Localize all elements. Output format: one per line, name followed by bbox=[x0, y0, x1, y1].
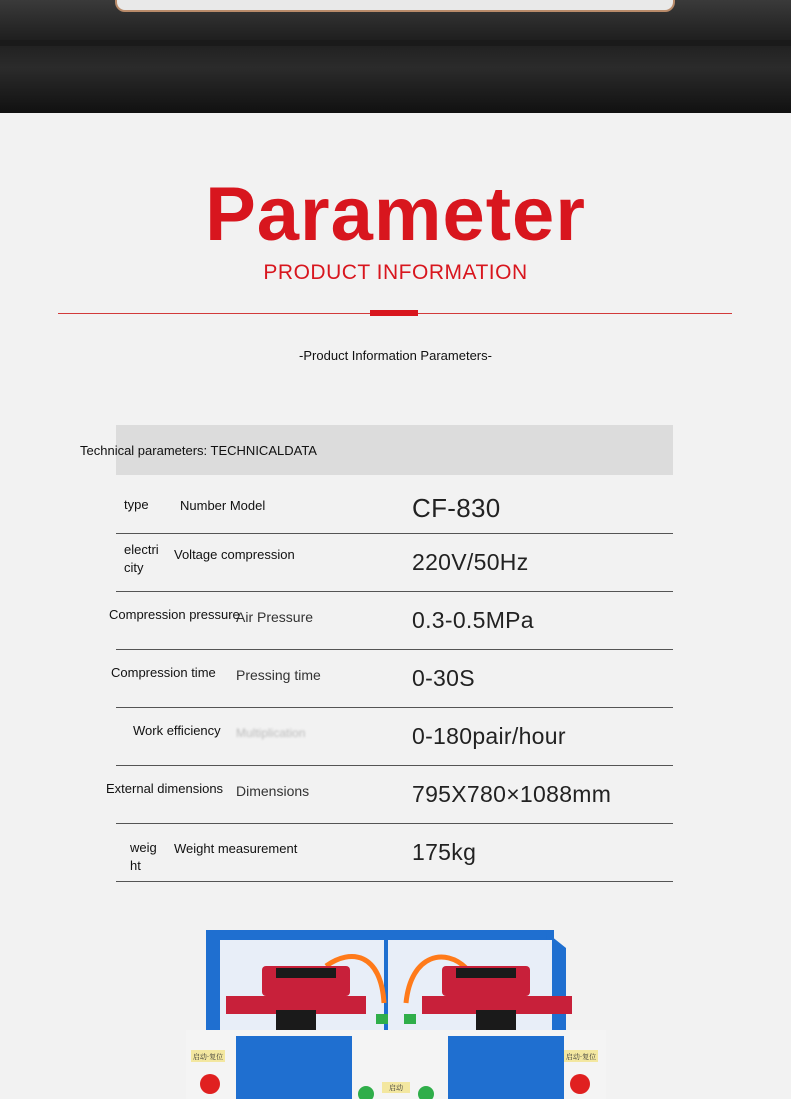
table-row bbox=[116, 708, 673, 766]
row-sublabel: Air Pressure bbox=[236, 609, 314, 625]
row-label-continued: ht bbox=[130, 858, 141, 873]
machine-plate bbox=[115, 0, 675, 12]
table-row bbox=[116, 476, 673, 534]
photo-stripe bbox=[0, 40, 791, 46]
machine-left-side bbox=[206, 930, 220, 1030]
right-connector bbox=[404, 1014, 416, 1024]
right-press-clamp bbox=[456, 968, 516, 978]
section-title: -Product Information Parameters- bbox=[299, 348, 492, 363]
page-subtitle: PRODUCT INFORMATION bbox=[263, 261, 528, 284]
row-value: 0-30S bbox=[412, 665, 475, 691]
row-label: Compression pressure bbox=[109, 607, 240, 622]
row-value: CF-830 bbox=[412, 493, 501, 523]
left-press-handle bbox=[276, 1010, 316, 1032]
left-label-text: 启动·复位 bbox=[192, 1053, 224, 1061]
row-sublabel: Number Model bbox=[180, 498, 266, 513]
row-label: Work efficiency bbox=[133, 723, 221, 738]
row-label: Compression time bbox=[111, 665, 216, 680]
table-row bbox=[106, 766, 673, 824]
row-label: External dimensions bbox=[106, 781, 224, 796]
technical-label: Technical parameters: TECHNICALDATA bbox=[80, 443, 317, 458]
row-value: 175kg bbox=[412, 839, 477, 865]
right-start-button bbox=[570, 1074, 590, 1094]
row-value: 0-180pair/hour bbox=[412, 723, 566, 749]
left-press-clamp bbox=[276, 968, 336, 978]
row-value: 795X780×1088mm bbox=[412, 781, 612, 807]
row-sublabel: Dimensions bbox=[236, 783, 310, 799]
right-cabinet-door bbox=[448, 1036, 564, 1099]
row-sublabel: Voltage compression bbox=[174, 547, 295, 562]
row-sublabel: Pressing time bbox=[236, 667, 321, 683]
row-label: type bbox=[124, 497, 149, 512]
row-value: 220V/50Hz bbox=[412, 549, 529, 575]
table-row bbox=[116, 824, 673, 882]
row-sublabel: Multiplication bbox=[236, 726, 306, 740]
top-product-photo bbox=[0, 0, 791, 113]
table-row bbox=[111, 650, 673, 708]
row-sublabel: Weight measurement bbox=[174, 841, 298, 856]
left-start-button bbox=[200, 1074, 220, 1094]
left-cabinet-door bbox=[236, 1036, 352, 1099]
center-label-text: 启动 bbox=[389, 1084, 403, 1092]
row-label: electri bbox=[124, 542, 159, 557]
machine-illustration bbox=[186, 928, 606, 1099]
left-connector bbox=[376, 1014, 388, 1024]
right-label-text: 启动·复位 bbox=[565, 1053, 597, 1061]
table-row bbox=[116, 534, 673, 592]
parameter-section bbox=[0, 113, 791, 1099]
page-title: Parameter bbox=[205, 172, 586, 257]
row-label: weig bbox=[130, 840, 157, 855]
row-label-continued: city bbox=[124, 560, 144, 575]
row-value: 0.3-0.5MPa bbox=[412, 607, 534, 633]
divider-accent bbox=[370, 310, 418, 316]
parameters-table bbox=[106, 476, 673, 882]
table-row bbox=[109, 592, 673, 650]
right-press-handle bbox=[476, 1010, 516, 1032]
machine-top-rail bbox=[206, 930, 554, 940]
